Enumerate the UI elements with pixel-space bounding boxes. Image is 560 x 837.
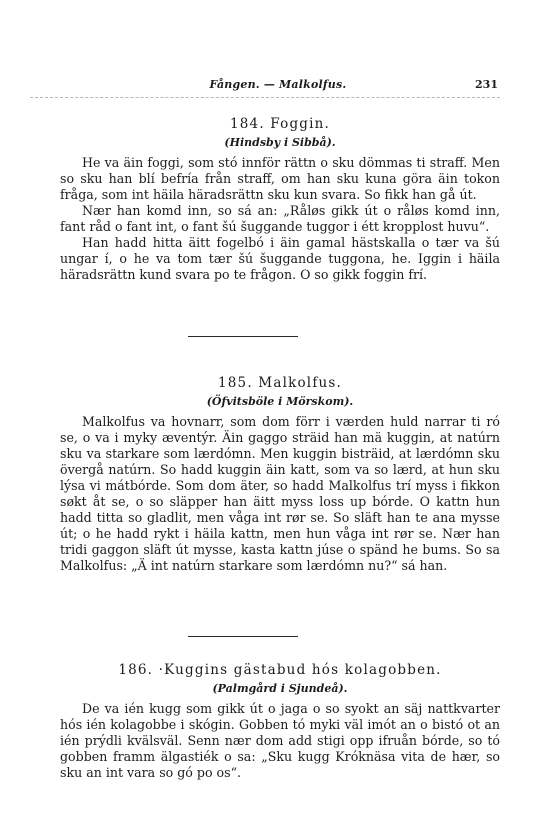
story-title: 184. Foggin. bbox=[229, 116, 331, 132]
story-paragraph: Han hadd hitta äitt fogelbó i äin gamal hästskalla o tær va šú ungar í, o he va tom tær šú šuggande tuggona, he. Iggin i häila häradsrättn kund svara po te frågon. O so gikk foggin frí. bbox=[60, 235, 500, 282]
section-divider bbox=[188, 336, 298, 337]
story-title: 185. Malkolfus. bbox=[217, 375, 343, 391]
section-divider bbox=[188, 636, 298, 637]
story-185 bbox=[60, 375, 500, 574]
running-title: Fången. — Malkolfus. bbox=[209, 78, 347, 91]
story-paragraph: Nær han komd inn, so sá an: „Råløs gikk út o råløs komd inn, fant råd o fant int, o fant šú šuggande tuggor i étt kropplost huvu“. bbox=[60, 203, 500, 234]
running-head bbox=[58, 78, 498, 96]
story-place: (Öfvitsböle i Mörskom). bbox=[206, 395, 354, 408]
story-place: (Hindsby i Sibbå). bbox=[224, 136, 336, 149]
story-paragraph: Malkolfus va hovnarr, som dom förr i værden huld narrar ti ró se, o va i myky æventýr. Äin gaggo sträid han mä kuggin, at natúrn sku va starkare som lærdómn. Men kuggin bisträid, at lærdómn sku övergå natúrn. So hadd kuggin äin katt, som va so lærd, at hun sku lýsa vi mátbórde. Som dom äter, so hadd Malkolfus trí myss i fikkon søkt åt se, o so släpper han äitt myss loss up bórde. O kattn hun hadd titta so gladlit, men våga int rør se. So släft han te ana mysse út; o he hadd rykt i häila kattn, men hun våga int rør se. Nær han tridi gaggon släft út mysse, kasta kattn júse o spänd he bums. So sa Malkolfus: „Ä int natúrn starkare som lærdómn nu?“ sá han. bbox=[60, 414, 500, 573]
header-rule bbox=[30, 97, 500, 98]
story-paragraph: He va äin foggi, som stó innför rättn o sku dömmas ti straff. Men so sku han blí befría från straff, om han sku kuna göra äin tokon fråga, som int häila häradsrättn sku kun svara. So fikk han gå út. bbox=[60, 155, 500, 202]
story-184 bbox=[60, 116, 500, 283]
story-place: (Palmgård i Sjundeå). bbox=[212, 682, 348, 695]
page-number: 231 bbox=[475, 78, 498, 91]
story-title: 186. ·Kuggins gästabud hós kolagobben. bbox=[118, 662, 442, 678]
story-paragraph: De va ién kugg som gikk út o jaga o so syokt an säj nattkvarter hós ién kolagobbe i skógin. Gobben tó myki väl imót an o bistó ot an ién prýdli kvälsväl. Senn nær dom add stigi opp ifruån bórde, so tó gobben framm älgastiék o sa: „Sku kugg Króknäsa vita de hær, so sku an int vara so gó po os“. bbox=[60, 701, 500, 780]
story-186 bbox=[60, 662, 500, 781]
